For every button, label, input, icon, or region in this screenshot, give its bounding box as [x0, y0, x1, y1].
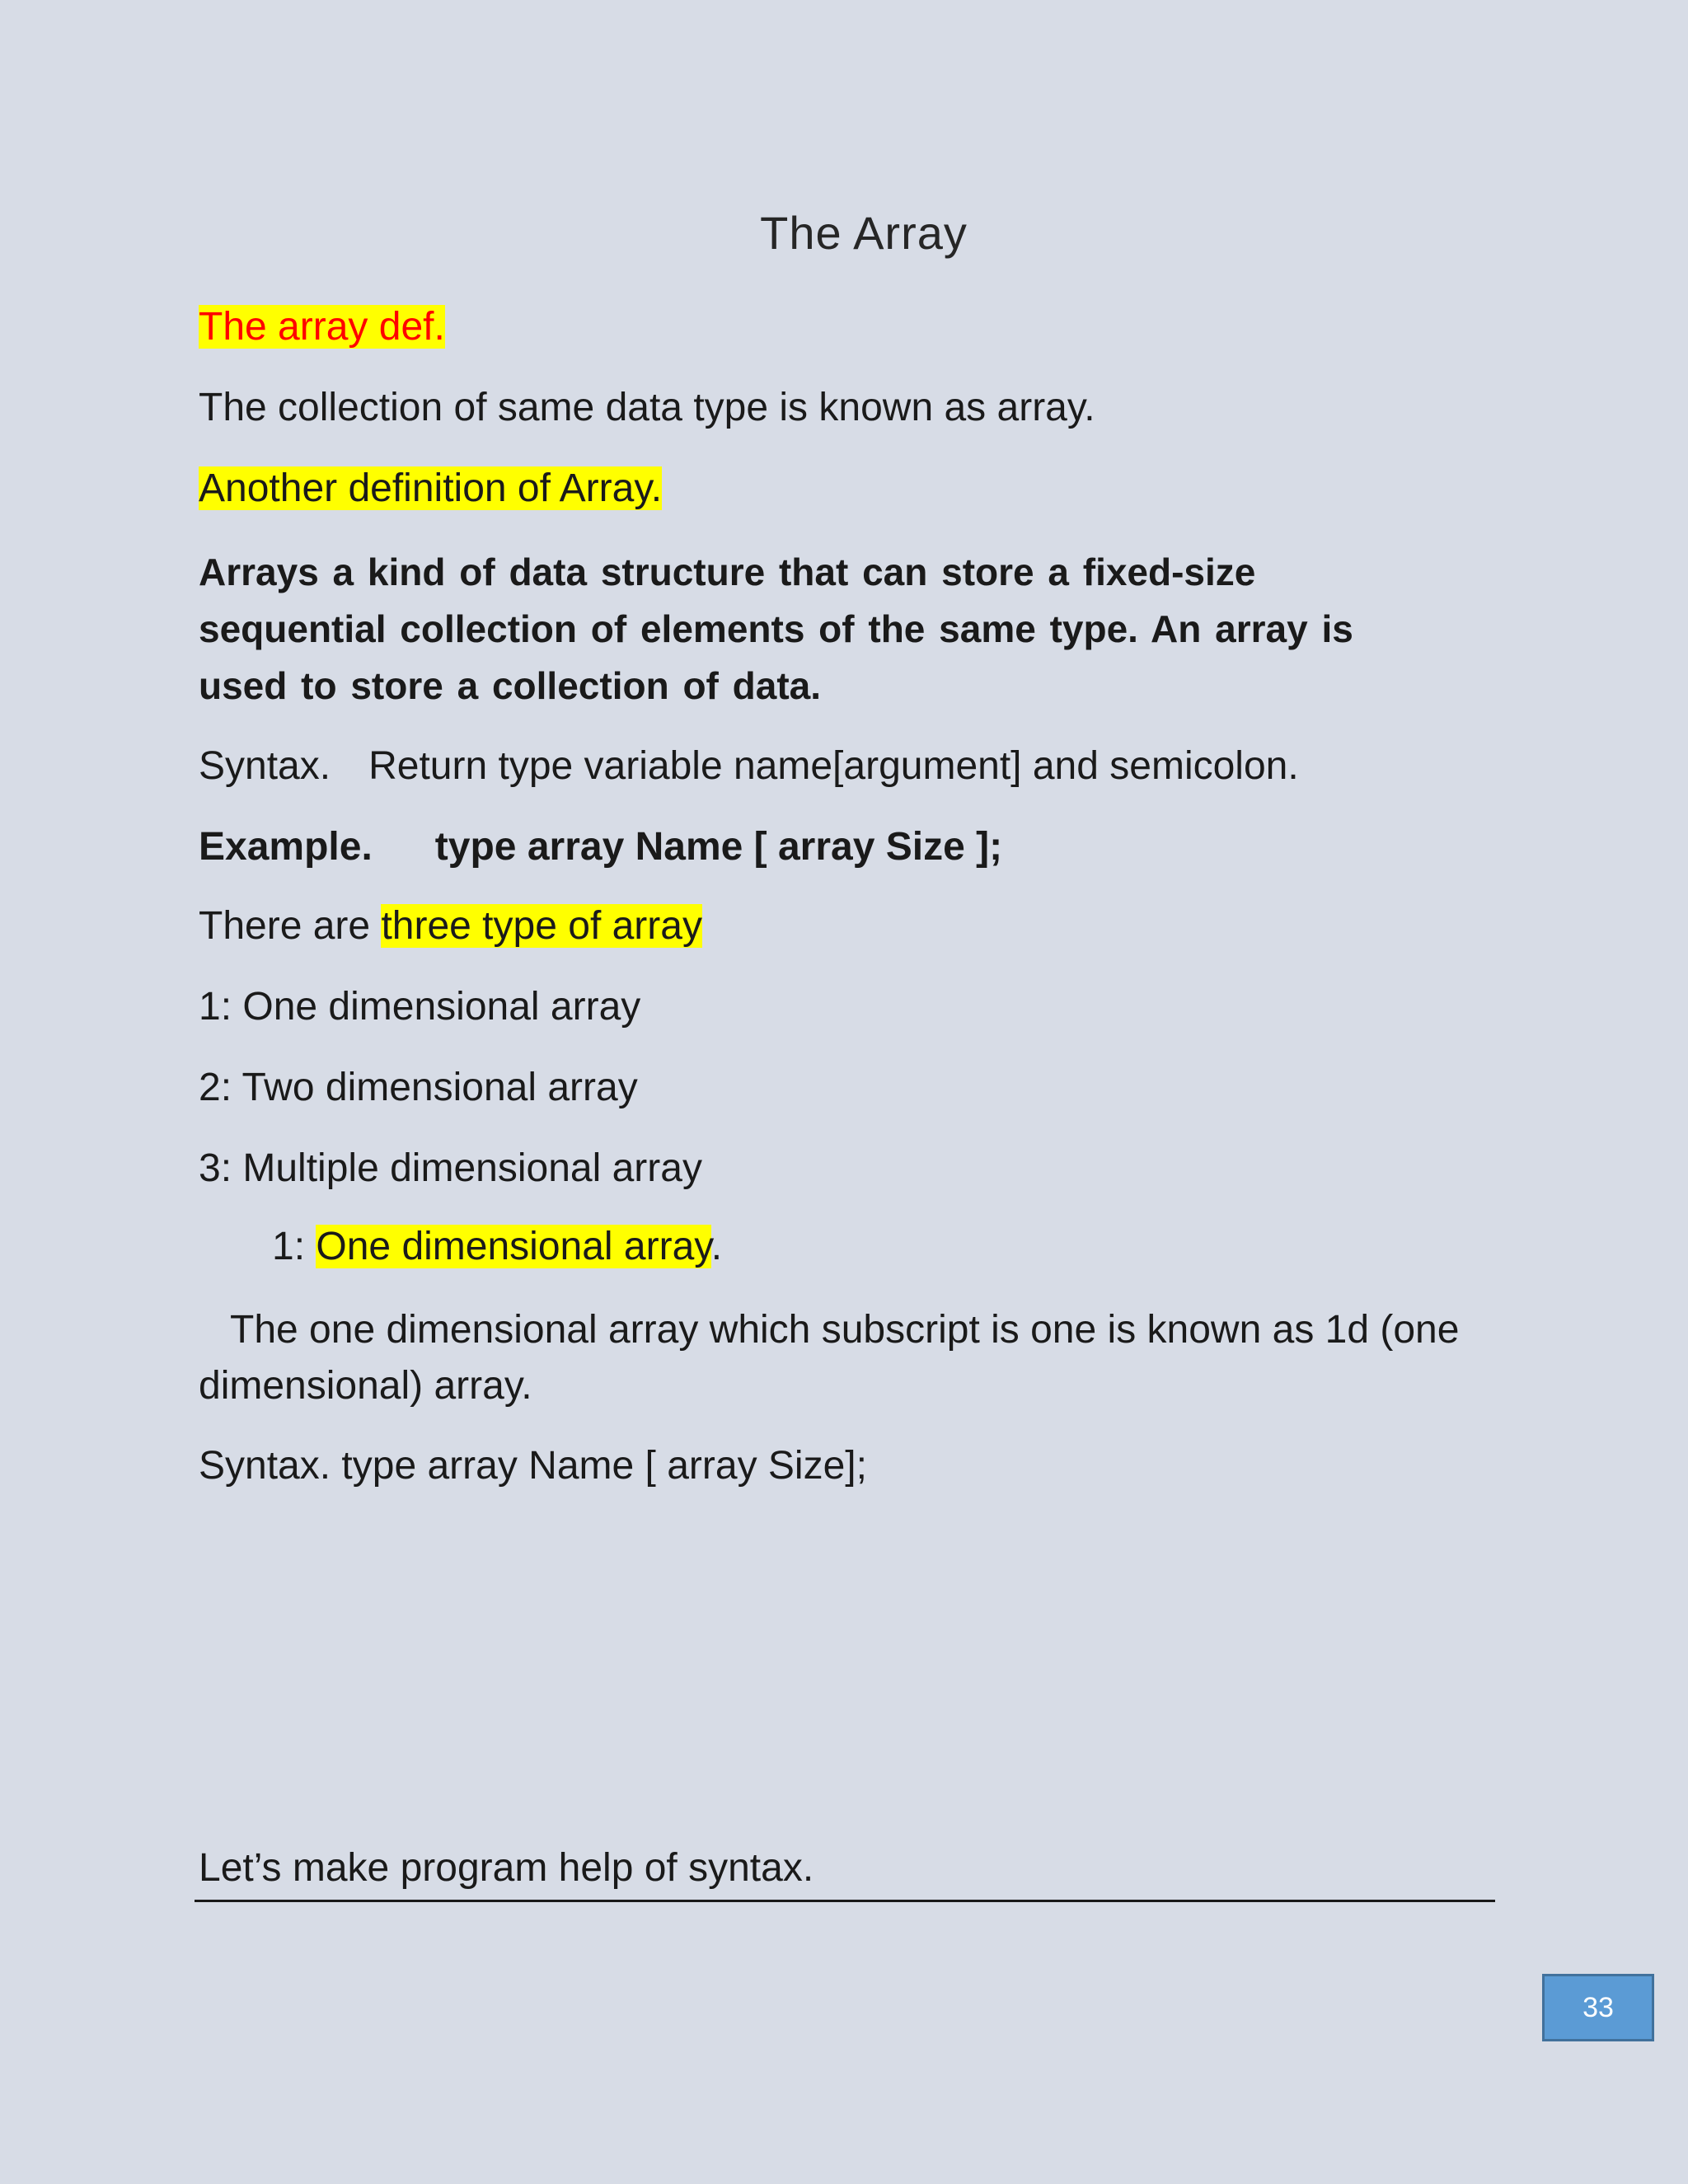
one-dimensional-heading: [272, 1221, 722, 1272]
page-number: 33: [1582, 1991, 1614, 2023]
array-def-text: The collection of same data type is known as array.: [199, 386, 1095, 429]
page-title: The Array: [760, 207, 968, 259]
page-number-badge: [1542, 1974, 1654, 2041]
footer-text: Let’s make program help of syntax.: [199, 1846, 814, 1890]
list-item: 2: Two dimensional array: [199, 1066, 638, 1109]
example-label: Example.: [199, 825, 373, 869]
sub-number: 1:: [272, 1225, 316, 1268]
sub-heading-suffix: .: [710, 1225, 723, 1268]
another-definition-heading-text: Another definition of Array.: [199, 466, 663, 510]
types-intro: There are: [199, 904, 382, 948]
footer-divider: [195, 1900, 1495, 1902]
syntax-line: [199, 741, 1299, 792]
syntax-label: Syntax.: [199, 744, 331, 788]
types-intro-line: [199, 901, 702, 952]
example-text: type array Name [ array Size ];: [434, 825, 1003, 869]
syntax-text: Return type variable name[argument] and semicolon.: [368, 744, 1299, 788]
one-dimensional-syntax: Syntax. type array Name [ array Size];: [199, 1444, 867, 1488]
array-def-heading-text: The array def.: [199, 305, 445, 349]
types-highlight: three type of array: [381, 904, 702, 948]
another-definition-heading: [199, 463, 662, 514]
one-dimensional-text: The one dimensional array which subscript is one is known as 1d (one dimensional) array.: [199, 1308, 1460, 1408]
sub-heading: One dimensional array: [316, 1225, 711, 1268]
array-def-heading: [199, 302, 445, 353]
list-item: 1: One dimensional array: [199, 985, 641, 1029]
example-line: [199, 822, 1002, 873]
another-definition-text: Arrays a kind of data structure that can store a fixed-size sequential collection of elements of the same type. An array is used to store a collection of data.: [199, 551, 1353, 707]
list-item: 3: Multiple dimensional array: [199, 1146, 702, 1190]
